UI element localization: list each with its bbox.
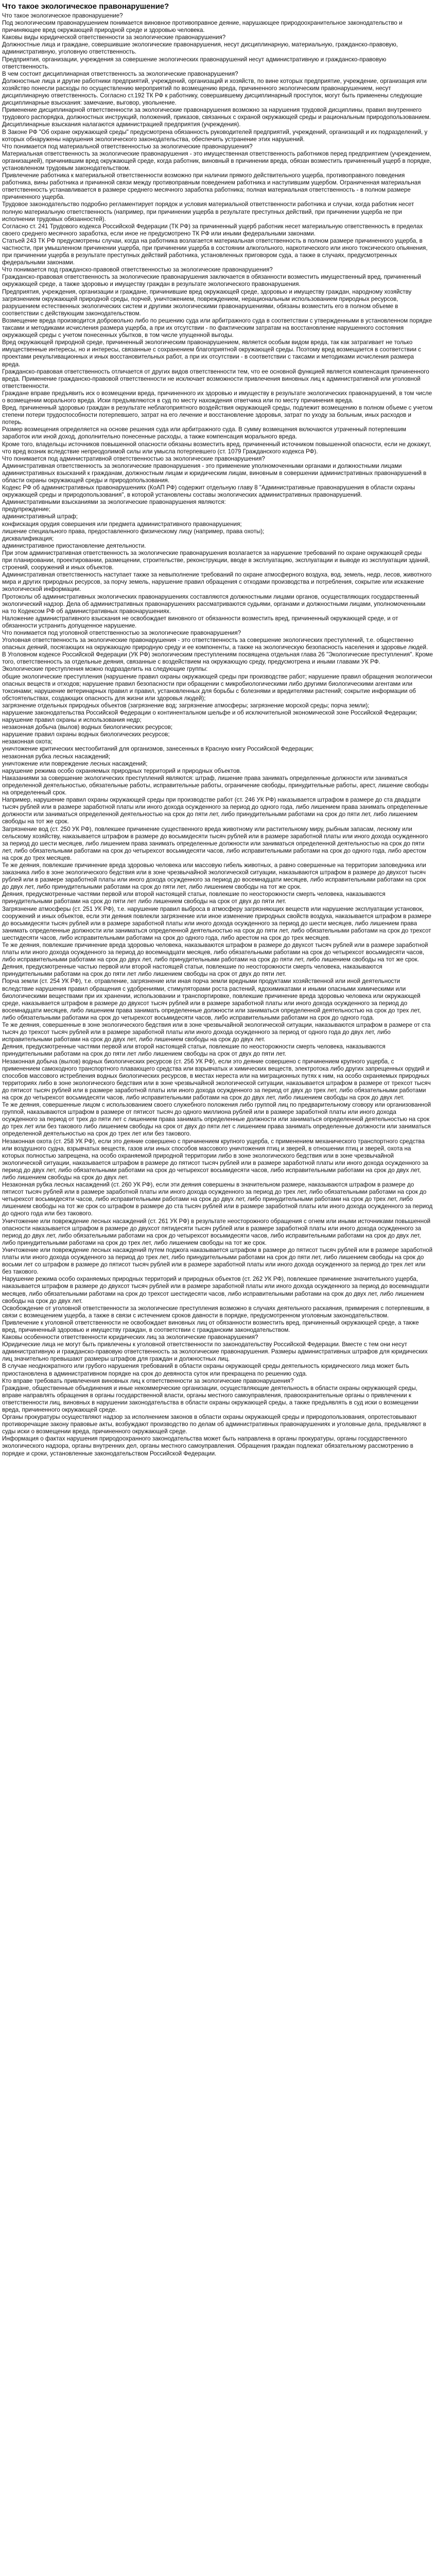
document-paragraph: В чем состоит дисциплинарная ответственность за экологические правонарушения? — [2, 70, 238, 77]
document-body — [2, 12, 433, 1458]
document-paragraph: Что понимается под уголовной ответственностью за экологические правонарушения? — [2, 629, 241, 636]
document-paragraph: Уголовная ответственность за экологические правонарушения - это ответственность за совершение экологических преступлений, т.е. общественно опасных деяний, посягающих на окружающую природную среду и ее компоненты, а также на экологическую безопасность населения и здоровье людей. — [2, 637, 428, 651]
document-paragraph: Деяния, предусмотренные частью первой или второй настоящей статьи, повлекшие по неосторожности смерть человека, наказываются принудительными работами на срок до пяти лет либо лишением свободы на срок от двух до пяти лет. — [2, 963, 382, 978]
document-paragraph: Статьей 243 ТК РФ предусмотрены случаи, когда на работника возлагается материальная ответственность в полном размере причиненного ущерба, в частности, при умышленном причинении ущерба, при причинении ущерба в состоянии алкогольного, наркотического или иного токсического опьянения, при причинении ущерба в результате преступных действий работника, установленных приговором суда, а также в случаях, предусмотренных федеральными законами. — [2, 237, 428, 266]
document-paragraph: Органы прокуратуры осуществляют надзор за исполнением законов в области охраны окружающей среды и природопользования, опротестовывают противоречащие закону правовые акты, возбуждают производство по делам об административных правонарушениях и уголовные дела, предъявляют в суды иски о возмещении вреда, причиненного окружающей среде. — [2, 1414, 426, 1435]
document-paragraph: Граждане, общественные объединения и иные некоммерческие организации, осуществляющие деятельность в области охраны окружающей среды, вправе направлять обращения в органы государственной власти, органы местного самоуправления, правоохранительные органы о привлечении к ответственности лиц, виновных в нарушении законодательства в области охраны окружающей среды, а также предъявлять в суд иски о возмещении вреда, причиненного окружающей среде. — [2, 1384, 418, 1413]
document-paragraph: Деяния, предусмотренные частями первой или второй настоящей статьи, повлекшие по неосторожности смерть человека, наказываются принудительными работами на срок до пяти лет либо лишением свободы на срок от двух до пяти лет. — [2, 1043, 386, 1058]
document-paragraph: Вред, причиненный здоровью граждан в результате неблагоприятного воздействия окружающей среды, подлежит возмещению в полном объеме с учетом степени потери трудоспособности потерпевшего, затрат на его лечение и восстановление здоровья, затрат по уходу за больным, иных расходов и потерь. — [2, 404, 433, 426]
document-paragraph: Применение дисциплинарной ответственности за экологические правонарушения возможно за нарушения трудовой дисциплины, правил внутреннего трудового распорядка, должностных инструкций, положений, приказов, связанных с охраной окружающей среды и рациональным природопользованием. Дисциплинарные взыскания налагаются администрацией предприятия (учреждения). — [2, 107, 431, 128]
document-paragraph: Те же деяния, совершенные в зоне экологического бедствия или в зоне чрезвычайной экологической ситуации, наказываются штрафом в размере от ста тысяч до трехсот тысяч рублей или в размере заработной платы или иного дохода осужденного за период от одного года до двух лет, либо исправительными работами на срок до двух лет, либо лишением свободы на срок до двух лет. — [2, 1022, 431, 1043]
document-paragraph: Незаконная добыча (вылов) водных биологических ресурсов (ст. 256 УК РФ), если это деяние совершено с причинением крупного ущерба, с применением самоходного транспортного плавающего средства или взрывчатых и химических веществ, электротока либо других запрещенных орудий и способов массового истребления водных биологических ресурсов, в местах нереста или на миграционных путях к ним, на особо охраняемых природных территориях либо в зоне экологического бедствия или в зоне чрезвычайной экологической ситуации, наказывается штрафом в размере от трехсот тысяч до пятисот тысяч рублей или в размере заработной платы или иного дохода осужденного за период от двух до трех лет, либо обязательными работами на срок до четырехсот восьмидесяти часов, либо исправительными работами на срок до двух лет, либо лишением свободы на срок до двух лет. — [2, 1058, 431, 1101]
document-paragraph: Каковы особенности ответственности юридических лиц за экологические правонарушения? — [2, 1334, 258, 1341]
page-title: Что такое экологическое правонарушение? — [2, 2, 169, 11]
document-paragraph: Кодекс РФ об административных правонарушениях (КоАП РФ) содержит отдельную главу 8 "Административные правонарушения в области охраны окружающей среды и природопользования", в которой установлены составы экологических административных правонарушений. — [2, 484, 415, 499]
document-paragraph: Вред окружающей природной среде, причиненный экологическим правонарушением, является особым видом вреда, так как затрагивает не только имущественные интересы, но и интересы, связанные с сохранением благоприятной окружающей среды. Поэтому вред возмещается в соответствии с проектами рекультивационных и иных восстановительных работ, а при их отсутствии - в соответствии с таксами и методиками исчисления размера вреда. — [2, 339, 421, 368]
document-paragraph: Что такое экологическое правонарушение? — [2, 12, 123, 19]
document-paragraph: дисквалификация; — [2, 535, 54, 542]
document-paragraph: общие экологические преступления (нарушение правил охраны окружающей среды при производстве работ; нарушение правил обращения экологически опасных веществ и отходов; нарушение правил безопасности при обращении с микробиологическими либо другими биологическими агентами или токсинами; нарушение ветеринарных правил и правил, установленных для борьбы с болезнями и вредителями растений; сокрытие информации об обстоятельствах, создающих опасность для жизни или здоровья людей); — [2, 673, 432, 702]
document-paragraph: административное приостановление деятельности. — [2, 542, 146, 549]
document-paragraph: Те же деяния, совершенные лицом с использованием своего служебного положения либо группой лиц по предварительному сговору или организованной группой, наказываются штрафом в размере от пятисот тысяч до одного миллиона рублей или в размере заработной платы или иного дохода осужденного за период от трех до пяти лет с лишением права занимать определенные должности или заниматься определенной деятельностью на срок до трех лет или без такового либо лишением свободы на срок от двух до пяти лет с лишением права занимать определенные должности или заниматься определенной деятельностью на срок до трех лет или без такового. — [2, 1101, 431, 1138]
document-paragraph: лишение специального права, предоставленного физическому лицу (например, права охоты); — [2, 528, 265, 535]
document-paragraph: уничтожение или повреждение лесных насаждений; — [2, 760, 148, 767]
document-paragraph: Загрязнение вод (ст. 250 УК РФ), повлекшее причинение существенного вреда животному или растительному миру, рыбным запасам, лесному или сельскому хозяйству, наказывается штрафом в размере до восьмидесяти тысяч рублей или в размере заработной платы или иного дохода осужденного за период до шести месяцев, либо лишением права занимать определенные должности или заниматься определенной деятельностью на срок до пяти лет, либо обязательными работами на срок до четырехсот восьмидесяти часов, либо исправительными работами на срок до одного года, либо арестом на срок до трех месяцев. — [2, 825, 428, 861]
document-paragraph: Наложение административного взыскания не освобождает виновного от обязанности возместить вред, причиненный окружающей среде, и от обязанности устранить допущенное нарушение. — [2, 615, 398, 629]
document-paragraph: Уничтожение или повреждение лесных насаждений путем поджога наказывается штрафом в размере до пятисот тысяч рублей или в размере заработной платы или иного дохода осужденного за период до трех лет, либо принудительными работами на срок до пяти лет, либо лишением свободы на срок до восьми лет со штрафом в размере до пятисот тысяч рублей или в размере заработной платы или иного дохода осужденного за период до трех лет или без такового. — [2, 1246, 433, 1276]
document-paragraph: Кто вправе требовать привлечения виновных лиц к ответственности за экологические правонарушения? — [2, 1377, 294, 1384]
document-paragraph: Незаконная рубка лесных насаждений (ст. 260 УК РФ), если эти деяния совершены в значительном размере, наказываются штрафом в размере до пятисот тысяч рублей или в размере заработной платы или иного дохода осужденного за период до трех лет, либо обязательными работами на срок до четырехсот восьмидесяти часов, либо исправительными работами на срок до двух лет, либо принудительными работами на срок до трех лет, либо лишением свободы на тот же срок со штрафом в размере до ста тысяч рублей или в размере заработной платы или иного дохода осужденного за период до одного года или без такового. — [2, 1181, 433, 1217]
document-paragraph: нарушение законодательства Российской Федерации о континентальном шельфе и об исключительной экономической зоне Российской Федерации; — [2, 709, 417, 716]
document-paragraph: Административными взысканиями за экологические правонарушения являются: — [2, 499, 226, 506]
document-paragraph: Те же деяния, повлекшие причинение вреда здоровью человека или массовую гибель животных, а равно совершенные на территории заповедника или заказника либо в зоне экологического бедствия или в зоне чрезвычайной экологической ситуации, наказываются штрафом в размере до двухсот тысяч рублей или в размере заработной платы или иного дохода осужденного за период до восемнадцати месяцев, либо исправительными работами на срок до двух лет, либо принудительными работами на срок до пяти лет, либо лишением свободы на тот же срок. — [2, 861, 426, 891]
document-paragraph: Каковы виды юридической ответственности за экологические правонарушения? — [2, 34, 226, 41]
document-paragraph: Незаконная охота (ст. 258 УК РФ), если это деяние совершено с причинением крупного ущерба, с применением механического транспортного средства или воздушного судна, взрывчатых веществ, газов или иных способов массового уничтожения птиц и зверей, в отношении птиц и зверей, охота на которых полностью запрещена, на особо охраняемой природной территории либо в зоне экологического бедствия или в зоне чрезвычайной экологической ситуации, наказывается штрафом в размере до пятисот тысяч рублей или в размере заработной платы или иного дохода осужденного за период до двух лет, либо обязательными работами на срок до четырехсот восьмидесяти часов, либо исправительными работами на срок до двух лет, либо лишением свободы на срок до двух лет. — [2, 1138, 428, 1181]
document-paragraph: уничтожение критических местообитаний для организмов, занесенных в Красную книгу Российской Федерации; — [2, 745, 314, 753]
document-paragraph: Кроме того, владельцы источников повышенной опасности обязаны возместить вред, причиненный источником повышенной опасности, если не докажут, что вред возник вследствие непреодолимой силы или умысла потерпевшего (ст. 1079 Гражданского кодекса РФ). — [2, 440, 431, 455]
document-paragraph: Привлечение работника к материальной ответственности возможно при наличии прямого действительного ущерба, противоправного поведения работника, вины работника и причинной связи между противоправным поведением работника и наступившим ущербом. Ограниченная материальная ответственность устанавливается в размере среднего месячного заработка работника; полная материальная ответственность - в полном размере причиненного ущерба. — [2, 172, 421, 201]
document-paragraph: Должностные лица и граждане, совершившие экологические правонарушения, несут дисциплинарную, материальную, гражданско-правовую, административную, уголовную ответственность. — [2, 41, 398, 56]
document-paragraph: Предприятия, организации, учреждения за совершение экологических правонарушений несут административную и гражданско-правовую ответственность. — [2, 56, 387, 70]
document-paragraph: В Законе РФ "Об охране окружающей среды" предусмотрена обязанность руководителей предприятий, учреждений, организаций и их подразделений, у которых обнаружены нарушения экологического законодательства, обеспечить устранение этих нарушений. — [2, 128, 428, 143]
document-paragraph: Юридические лица не могут быть привлечены к уголовной ответственности по законодательству Российской Федерации. Вместе с тем они несут административную и гражданско-правовую ответственность за экологические правонарушения. Размеры административных штрафов для юридических лиц значительно превышают размеры штрафов для граждан и должностных лиц. — [2, 1341, 428, 1363]
document-paragraph: В случае неоднократного или грубого нарушения требований в области охраны окружающей среды деятельность юридического лица может быть приостановлена в административном порядке на срок до девяноста суток или прекращена по решению суда. — [2, 1363, 409, 1377]
document-paragraph: Освобождение от уголовной ответственности за экологические преступления возможно в случаях деятельного раскаяния, примирения с потерпевшим, в связи с возмещением ущерба, а также в связи с истечением сроков давности в порядке, предусмотренном уголовным законодательством. — [2, 1304, 430, 1319]
document-paragraph: предупреждение; — [2, 506, 51, 513]
document-paragraph: Деяния, предусмотренные частями первой или второй настоящей статьи, повлекшие по неосторожности смерть человека, наказываются принудительными работами на срок до пяти лет либо лишением свободы на срок от двух до пяти лет. — [2, 891, 386, 905]
document-page — [0, 1, 436, 1458]
document-paragraph: Нарушение режима особо охраняемых природных территорий и природных объектов (ст. 262 УК РФ), повлекшее причинение значительного ущерба, наказывается штрафом в размере до двухсот тысяч рублей или в размере заработной платы или иного дохода осужденного за период до восемнадцати месяцев, либо обязательными работами на срок до трехсот шестидесяти часов, либо исправительными работами на срок до двух лет, либо лишением свободы на срок до двух лет. — [2, 1276, 429, 1304]
document-paragraph: Информация о фактах нарушения природоохранного законодательства может быть направлена в органы прокуратуры, органы государственного экологического надзора, органы внутренних дел, органы местного самоуправления. Обращения граждан подлежат обязательному рассмотрению в порядке и сроки, установленные законодательством Российской Федерации. — [2, 1435, 413, 1457]
document-paragraph: Те же деяния, повлекшие причинение вреда здоровью человека, наказываются штрафом в размере до двухсот тысяч рублей или в размере заработной платы или иного дохода осужденного за период до восемнадцати месяцев, либо обязательными работами на срок до четырехсот восьмидесяти часов, либо исправительными работами на срок до двух лет, либо принудительными работами на срок до пяти лет, либо лишением свободы на тот же срок. — [2, 942, 428, 963]
document-paragraph: Что понимается под административной ответственностью за экологические правонарушения? — [2, 455, 265, 462]
document-paragraph: нарушение правил охраны и использования недр; — [2, 717, 142, 724]
document-paragraph: незаконная добыча (вылов) водных биологических ресурсов; — [2, 724, 173, 731]
document-paragraph: Наказаниями за совершение экологических преступлений являются: штраф, лишение права занимать определенные должности или заниматься определенной деятельностью, обязательные работы, исправительные работы, ограничение свободы, принудительные работы, арест, лишение свободы на определенный срок. — [2, 774, 429, 796]
document-paragraph: Административная ответственность наступает также за невыполнение требований по охране атмосферного воздуха, вод, земель, недр, лесов, животного мира и других природных ресурсов, за порчу земель, нарушение правил обращения с отходами производства и потребления, сокрытие или искажение экологической информации. — [2, 571, 432, 593]
document-paragraph: В Уголовном кодексе Российской Федерации (УК РФ) экологическим преступлениям посвящена отдельная глава 26 "Экологические преступления". Кроме того, ответственность за отдельные деяния, связанные с воздействием на окружающую среду, предусмотрена и иными главами УК РФ. — [2, 651, 433, 666]
document-paragraph: Материальная ответственность за экологические правонарушения - это имущественная ответственность работников перед предприятием (учреждением, организацией), причинившим вред окружающей среде, когда работник, виновный в причинении вреда, обязан возместить причиненный ущерб в порядке, установленном трудовым законодательством. — [2, 150, 431, 172]
document-paragraph: Гражданско-правовая ответственность за экологические правонарушения заключается в обязанности возместить имущественный вред, причиненный окружающей среде, а также здоровью и имуществу граждан в результате экологического правонарушения. — [2, 274, 421, 288]
document-paragraph: Под экологическим правонарушением понимается виновное противоправное деяние, нарушающее природоохранительное законодательство и причиняющее вред окружающей природной среде и здоровью человека. — [2, 20, 403, 34]
document-paragraph: Протоколы об административных экологических правонарушениях составляются должностными лицами органов, осуществляющих государственный экологический надзор. Дела об административных правонарушениях рассматриваются судьями, органами и должностными лицами, уполномоченными на то Кодексом РФ об административных правонарушениях. — [2, 593, 426, 615]
document-paragraph: конфискация орудия совершения или предмета административного правонарушения; — [2, 520, 242, 528]
document-paragraph: Что понимается под гражданско-правовой ответственностью за экологические правонарушения? — [2, 266, 273, 274]
document-paragraph: Уничтожение или повреждение лесных насаждений (ст. 261 УК РФ) в результате неосторожного обращения с огнем или иными источниками повышенной опасности наказывается штрафом в размере до двухсот пятидесяти тысяч рублей или в размере заработной платы или иного дохода осужденного за период до двух лет, либо обязательными работами на срок до четырехсот восьмидесяти часов, либо исправительными работами на срок до двух лет, либо принудительными работами на срок до трех лет, либо лишением свободы на тот же срок. — [2, 1217, 431, 1246]
document-paragraph: Гражданско-правовая ответственность отличается от других видов ответственности тем, что ее основной функцией является компенсация причиненного вреда. Применение гражданско-правовой ответственности не исключает возможности привлечения виновных лиц к административной или уголовной ответственности. — [2, 368, 429, 389]
document-paragraph: незаконная рубка лесных насаждений; — [2, 753, 111, 760]
document-paragraph: Что понимается под материальной ответственностью за экологические правонарушения? — [2, 143, 253, 150]
document-paragraph: Предприятия, учреждения, организации и граждане, причинившие вред окружающей среде, здоровью и имуществу граждан, народному хозяйству загрязнением окружающей природной среды, порчей, уничтожением, повреждением, нерациональным использованием природных ресурсов, разрушением естественных экологических систем и другими экологическими правонарушениями, обязаны возместить его в полном объеме в соответствии с действующим законодательством. — [2, 288, 412, 317]
document-paragraph: загрязнение отдельных природных объектов (загрязнение вод; загрязнение атмосферы; загрязнение морской среды; порча земли); — [2, 702, 370, 709]
document-paragraph: Порча земли (ст. 254 УК РФ), т.е. отравление, загрязнение или иная порча земли вредными продуктами хозяйственной или иной деятельности вследствие нарушения правил обращения с удобрениями, стимуляторами роста растений, ядохимикатами и иными опасными химическими или биологическими веществами при их хранении, использовании и транспортировке, повлекшие причинение вреда здоровью человека или окружающей среде, наказывается штрафом в размере до двухсот тысяч рублей или в размере заработной платы или иного дохода осужденного за период до восемнадцати месяцев, либо лишением права занимать определенные должности или заниматься определенной деятельностью на срок до трех лет, либо обязательными работами на срок до четырехсот восьмидесяти часов, либо исправительными работами на срок до одного года. — [2, 978, 421, 1021]
document-paragraph: нарушение режима особо охраняемых природных территорий и природных объектов. — [2, 767, 241, 774]
document-paragraph: Должностные лица и другие работники предприятий, учреждений, организаций и хозяйств, по вине которых предприятие, учреждение, организация или хозяйство понесли расходы по осуществлению мероприятий по возмещению вреда, причиненного экологическим правонарушением, несут дисциплинарную ответственность. Согласно ст.192 ТК РФ к работнику, совершившему дисциплинарный проступок, могут быть применены следующие дисциплинарные взыскания: замечание, выговор, увольнение. — [2, 77, 427, 107]
document-paragraph: Административная ответственность за экологические правонарушения - это применение уполномоченными органами и должностными лицами административных взысканий к гражданам, должностным лицам и юридическим лицам, виновным в совершении административных правонарушений в области охраны окружающей среды и природопользования. — [2, 462, 427, 484]
document-paragraph: Возмещение вреда производится добровольно либо по решению суда или арбитражного суда в соответствии с утвержденными в установленном порядке таксами и методиками исчисления размера ущерба, а при их отсутствии - по фактическим затратам на восстановление нарушенного состояния окружающей среды с учетом понесенных убытков, в том числе упущенной выгоды. — [2, 317, 432, 339]
document-paragraph: административный штраф; — [2, 513, 78, 520]
document-paragraph: Граждане вправе предъявить иск о возмещении вреда, причиненного их здоровью и имуществу в результате экологических правонарушений, в том числе о возмещении морального вреда. Иски предъявляются в суд по месту нахождения ответчика или по месту причинения вреда. — [2, 389, 432, 404]
document-paragraph: Экологические преступления можно подразделить на следующие группы: — [2, 666, 208, 673]
document-paragraph: При этом административная ответственность за экологические правонарушения возлагается за нарушение требований по охране окружающей среды при планировании, проектировании, размещении, строительстве, реконструкции, вводе в эксплуатацию, эксплуатации и выводе из эксплуатации зданий, строений, сооружений и иных объектов. — [2, 549, 430, 571]
document-paragraph: Загрязнение атмосферы (ст. 251 УК РФ), т.е. нарушение правил выброса в атмосферу загрязняющих веществ или нарушение эксплуатации установок, сооружений и иных объектов, если эти деяния повлекли загрязнение или иное изменение природных свойств воздуха, наказывается штрафом в размере до восьмидесяти тысяч рублей или в размере заработной платы или иного дохода осужденного за период до шести месяцев, либо лишением права занимать определенные должности или заниматься определенной деятельностью на срок до пяти лет, либо обязательными работами на срок до трехсот шестидесяти часов, либо исправительными работами на срок до одного года, либо арестом на срок до трех месяцев. — [2, 905, 431, 941]
document-paragraph: нарушение правил охраны водных биологических ресурсов; — [2, 731, 170, 738]
document-paragraph: Размер возмещения определяется на основе решения суда или арбитражного суда. В сумму возмещения включаются утраченный потерпевшим заработок или иной доход, дополнительно понесенные расходы, а также компенсация морального вреда. — [2, 426, 407, 440]
document-paragraph: Привлечение к уголовной ответственности не освобождает виновных лиц от обязанности возместить вред, причиненный окружающей среде, а также вред, причиненный здоровью и имуществу граждан, в соответствии с гражданским законодательством. — [2, 1319, 419, 1333]
document-paragraph: Трудовое законодательство подробно регламентирует порядок и условия материальной ответственности работника и случаи, когда работник несет полную материальную ответственность (например, при причинении ущерба в результате преступных действий, при причинении ущерба не при исполнении трудовых обязанностей). — [2, 201, 414, 223]
document-paragraph: незаконная охота; — [2, 738, 53, 745]
document-paragraph: Например, нарушение правил охраны окружающей среды при производстве работ (ст. 246 УК РФ) наказывается штрафом в размере до ста двадцати тысяч рублей или в размере заработной платы или иного дохода осужденного за период до одного года, либо лишением права занимать определенные должности или заниматься определенной деятельностью на срок до пяти лет, либо принудительными работами на срок до пяти лет, либо лишением свободы на тот же срок. — [2, 796, 428, 825]
document-paragraph: Согласно ст. 241 Трудового кодекса Российской Федерации (ТК РФ) за причиненный ущерб работник несет материальную ответственность в пределах своего среднего месячного заработка, если иное не предусмотрено ТК РФ или иными федеральными законами. — [2, 223, 423, 237]
